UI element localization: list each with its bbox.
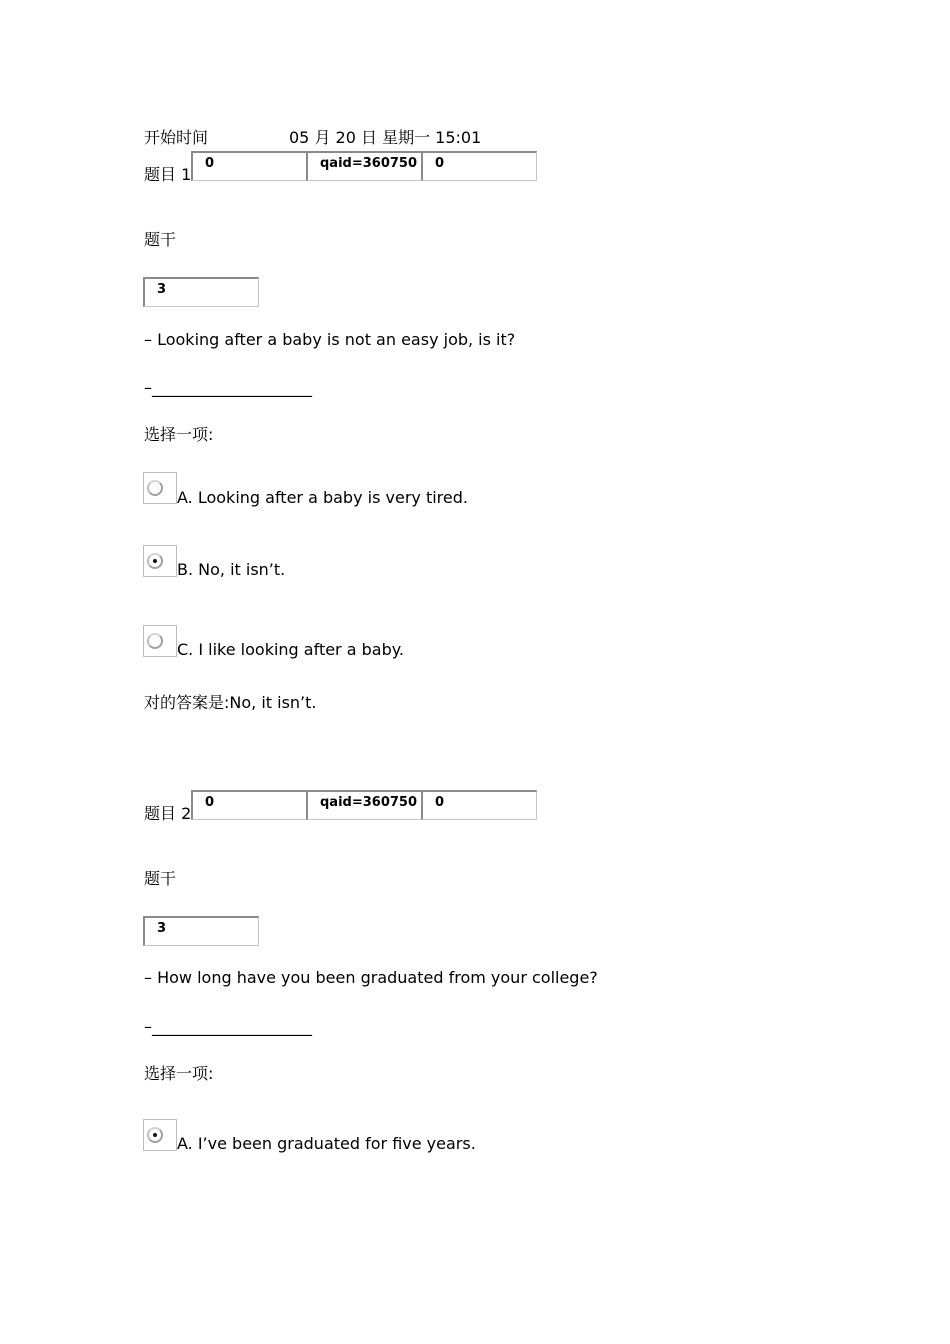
radio-icon: [147, 480, 163, 496]
question-1-prompt: – Looking after a baby is not an easy job, is it?: [144, 330, 516, 349]
question-2-field-3[interactable]: 0: [421, 790, 537, 820]
question-1-field-3[interactable]: 0: [421, 151, 537, 181]
question-1-blank: –____________________: [144, 378, 312, 397]
start-time-value: 05 月 20 日 星期一 15:01: [289, 128, 482, 147]
question-1-qaid-field[interactable]: qaid=360750: [306, 151, 422, 181]
start-time-label: 开始时间: [144, 128, 209, 147]
question-1-option-a-text: A. Looking after a baby is very tired.: [177, 488, 468, 507]
question-1-option-b-text: B. No, it isn’t.: [177, 560, 286, 579]
question-2-blank: –____________________: [144, 1017, 312, 1036]
question-1-score-field[interactable]: 3: [143, 277, 259, 307]
question-2-field-1[interactable]: 0: [191, 790, 307, 820]
question-1-option-c-radio[interactable]: [143, 625, 177, 657]
question-1-option-a-radio[interactable]: [143, 472, 177, 504]
question-2-option-a-radio[interactable]: [143, 1119, 177, 1151]
question-1-correct-answer: 对的答案是:No, it isn’t.: [144, 693, 317, 712]
question-1-option-b-radio[interactable]: [143, 545, 177, 577]
question-2-option-a-text: A. I’ve been graduated for five years.: [177, 1134, 476, 1153]
question-1-option-c-text: C. I like looking after a baby.: [177, 640, 404, 659]
radio-icon: [147, 1127, 163, 1143]
question-2-prompt: – How long have you been graduated from your college?: [144, 968, 598, 987]
question-2-qaid-field[interactable]: qaid=360750: [306, 790, 422, 820]
question-1-stem-label: 题干: [144, 230, 177, 249]
question-1-field-1[interactable]: 0: [191, 151, 307, 181]
question-1-choose-label: 选择一项:: [144, 425, 214, 444]
question-2-label: 题目 2: [144, 804, 192, 823]
radio-icon: [147, 633, 163, 649]
question-2-stem-label: 题干: [144, 869, 177, 888]
radio-icon: [147, 553, 163, 569]
question-2-score-field[interactable]: 3: [143, 916, 259, 946]
question-1-label: 题目 1: [144, 165, 192, 184]
question-2-choose-label: 选择一项:: [144, 1064, 214, 1083]
